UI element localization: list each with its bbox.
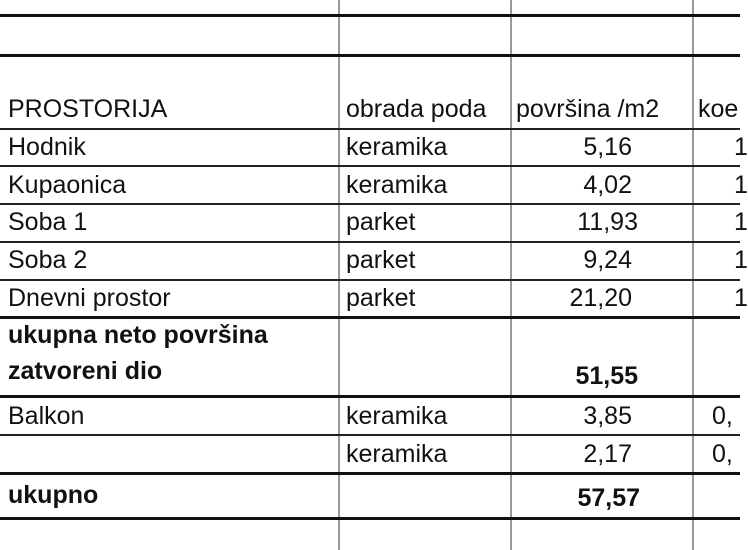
subtotal-label-line2: zatvoreni dio [8, 357, 163, 385]
column-divider [692, 0, 694, 550]
row-coef: 1 [734, 284, 748, 312]
row-border [0, 165, 740, 167]
row-area: 5,16 [583, 133, 632, 161]
row-border [0, 472, 740, 475]
row-coef: 1 [734, 133, 748, 161]
row-border [0, 395, 740, 398]
balcony-room: Balkon [8, 402, 85, 430]
row-area: 11,93 [577, 208, 638, 236]
row-floor: parket [346, 246, 416, 274]
row-room: Hodnik [8, 133, 86, 161]
row-room: Soba 2 [8, 246, 88, 274]
row-area: 4,02 [583, 171, 632, 199]
header-room: PROSTORIJA [8, 95, 168, 123]
subtotal-label-line1: ukupna neto površina [8, 321, 268, 349]
row-area: 9,24 [583, 246, 632, 274]
row-area: 21,20 [569, 284, 632, 312]
total-area: 57,57 [577, 484, 640, 512]
row-border [0, 517, 740, 520]
balcony-coef: 0, [712, 440, 733, 468]
column-divider [338, 0, 340, 550]
row-border [0, 316, 740, 319]
column-divider [510, 0, 512, 550]
total-label: ukupno [8, 481, 99, 509]
header-area: površina /m2 [516, 95, 660, 123]
row-border [0, 434, 740, 436]
row-border [0, 14, 740, 17]
row-border [0, 241, 740, 243]
row-floor: parket [346, 284, 416, 312]
row-room: Dnevni prostor [8, 284, 171, 312]
row-border [0, 128, 740, 130]
row-coef: 1 [734, 171, 748, 199]
balcony-floor: keramika [346, 402, 448, 430]
row-floor: parket [346, 208, 416, 236]
row-border [0, 203, 740, 205]
balcony-area: 3,85 [583, 402, 632, 430]
row-border [0, 54, 740, 57]
subtotal-area: 51,55 [575, 362, 638, 390]
row-room: Kupaonica [8, 171, 127, 199]
row-room: Soba 1 [8, 208, 88, 236]
balcony-area: 2,17 [583, 440, 632, 468]
row-floor: keramika [346, 133, 448, 161]
row-floor: keramika [346, 171, 448, 199]
row-border [0, 279, 740, 281]
row-coef: 1 [734, 246, 748, 274]
row-coef: 1 [734, 208, 748, 236]
balcony-floor: keramika [346, 440, 448, 468]
header-floor: obrada poda [346, 95, 487, 123]
header-coef: koe [698, 95, 739, 123]
balcony-coef: 0, [712, 402, 733, 430]
